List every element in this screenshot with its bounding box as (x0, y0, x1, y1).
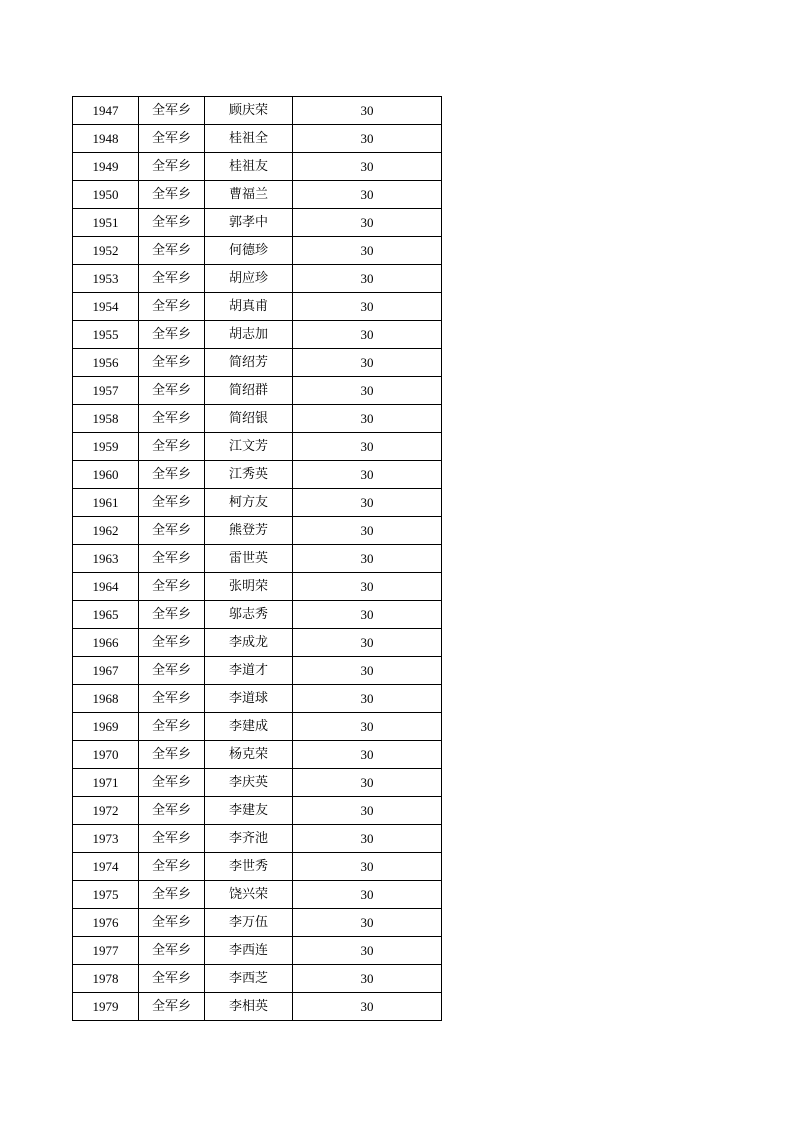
cell-township: 全军乡 (139, 405, 205, 433)
cell-township: 全军乡 (139, 713, 205, 741)
cell-amount: 30 (293, 153, 442, 181)
table-row (73, 741, 442, 769)
table-row (73, 125, 442, 153)
cell-number: 1951 (73, 209, 139, 237)
cell-person-name: 胡真甫 (205, 293, 293, 321)
cell-township: 全军乡 (139, 993, 205, 1021)
cell-number: 1971 (73, 769, 139, 797)
table-row (73, 545, 442, 573)
cell-amount: 30 (293, 237, 442, 265)
cell-amount: 30 (293, 825, 442, 853)
cell-amount: 30 (293, 405, 442, 433)
cell-amount: 30 (293, 601, 442, 629)
cell-person-name: 李建成 (205, 713, 293, 741)
cell-person-name: 李世秀 (205, 853, 293, 881)
cell-number: 1973 (73, 825, 139, 853)
cell-person-name: 桂祖全 (205, 125, 293, 153)
table-row (73, 769, 442, 797)
table-row (73, 629, 442, 657)
cell-person-name: 顾庆荣 (205, 97, 293, 125)
cell-person-name: 胡志加 (205, 321, 293, 349)
cell-number: 1962 (73, 517, 139, 545)
cell-amount: 30 (293, 377, 442, 405)
cell-township: 全军乡 (139, 125, 205, 153)
cell-amount: 30 (293, 573, 442, 601)
cell-number: 1948 (73, 125, 139, 153)
cell-township: 全军乡 (139, 489, 205, 517)
cell-township: 全军乡 (139, 741, 205, 769)
cell-number: 1974 (73, 853, 139, 881)
table-row (73, 349, 442, 377)
cell-amount: 30 (293, 657, 442, 685)
table-row (73, 965, 442, 993)
cell-township: 全军乡 (139, 237, 205, 265)
cell-number: 1956 (73, 349, 139, 377)
cell-number: 1953 (73, 265, 139, 293)
cell-township: 全军乡 (139, 181, 205, 209)
cell-amount: 30 (293, 629, 442, 657)
table-row (73, 797, 442, 825)
table-row (73, 993, 442, 1021)
cell-number: 1967 (73, 657, 139, 685)
table-row (73, 209, 442, 237)
cell-amount: 30 (293, 685, 442, 713)
cell-number: 1960 (73, 461, 139, 489)
roster-sheet (72, 96, 441, 1021)
cell-person-name: 桂祖友 (205, 153, 293, 181)
table-row (73, 573, 442, 601)
cell-person-name: 简绍银 (205, 405, 293, 433)
cell-amount: 30 (293, 125, 442, 153)
cell-township: 全军乡 (139, 573, 205, 601)
table-row (73, 293, 442, 321)
table-row (73, 881, 442, 909)
cell-amount: 30 (293, 741, 442, 769)
cell-person-name: 张明荣 (205, 573, 293, 601)
table-row (73, 433, 442, 461)
cell-number: 1965 (73, 601, 139, 629)
cell-amount: 30 (293, 293, 442, 321)
table-row (73, 321, 442, 349)
table-row (73, 601, 442, 629)
cell-person-name: 简绍群 (205, 377, 293, 405)
cell-township: 全军乡 (139, 797, 205, 825)
cell-number: 1969 (73, 713, 139, 741)
cell-amount: 30 (293, 853, 442, 881)
cell-person-name: 李齐池 (205, 825, 293, 853)
cell-township: 全军乡 (139, 769, 205, 797)
cell-person-name: 李道才 (205, 657, 293, 685)
cell-township: 全军乡 (139, 321, 205, 349)
cell-number: 1954 (73, 293, 139, 321)
table-row (73, 405, 442, 433)
table-row (73, 517, 442, 545)
cell-amount: 30 (293, 713, 442, 741)
table-row (73, 97, 442, 125)
cell-person-name: 雷世英 (205, 545, 293, 573)
cell-person-name: 郭孝中 (205, 209, 293, 237)
table-row (73, 377, 442, 405)
table-row (73, 657, 442, 685)
table-row (73, 853, 442, 881)
cell-number: 1976 (73, 909, 139, 937)
cell-person-name: 李西芝 (205, 965, 293, 993)
cell-township: 全军乡 (139, 517, 205, 545)
table-row (73, 237, 442, 265)
cell-township: 全军乡 (139, 601, 205, 629)
cell-number: 1958 (73, 405, 139, 433)
cell-amount: 30 (293, 965, 442, 993)
cell-township: 全军乡 (139, 209, 205, 237)
cell-township: 全军乡 (139, 293, 205, 321)
cell-township: 全军乡 (139, 265, 205, 293)
cell-number: 1947 (73, 97, 139, 125)
cell-person-name: 简绍芳 (205, 349, 293, 377)
cell-number: 1957 (73, 377, 139, 405)
cell-township: 全军乡 (139, 545, 205, 573)
cell-number: 1955 (73, 321, 139, 349)
cell-number: 1979 (73, 993, 139, 1021)
cell-township: 全军乡 (139, 965, 205, 993)
cell-amount: 30 (293, 433, 442, 461)
cell-township: 全军乡 (139, 881, 205, 909)
cell-number: 1972 (73, 797, 139, 825)
cell-number: 1961 (73, 489, 139, 517)
cell-amount: 30 (293, 937, 442, 965)
cell-person-name: 胡应珍 (205, 265, 293, 293)
cell-person-name: 饶兴荣 (205, 881, 293, 909)
cell-number: 1970 (73, 741, 139, 769)
cell-township: 全军乡 (139, 853, 205, 881)
cell-number: 1966 (73, 629, 139, 657)
cell-person-name: 李相英 (205, 993, 293, 1021)
cell-township: 全军乡 (139, 433, 205, 461)
cell-township: 全军乡 (139, 825, 205, 853)
cell-person-name: 江文芳 (205, 433, 293, 461)
cell-person-name: 杨克荣 (205, 741, 293, 769)
cell-number: 1975 (73, 881, 139, 909)
table-row (73, 181, 442, 209)
cell-person-name: 曹福兰 (205, 181, 293, 209)
table-row (73, 265, 442, 293)
cell-number: 1968 (73, 685, 139, 713)
cell-amount: 30 (293, 881, 442, 909)
cell-person-name: 何德珍 (205, 237, 293, 265)
cell-number: 1959 (73, 433, 139, 461)
cell-number: 1978 (73, 965, 139, 993)
cell-township: 全军乡 (139, 97, 205, 125)
cell-township: 全军乡 (139, 685, 205, 713)
cell-person-name: 李庆英 (205, 769, 293, 797)
cell-township: 全军乡 (139, 377, 205, 405)
table-row (73, 489, 442, 517)
cell-number: 1952 (73, 237, 139, 265)
cell-amount: 30 (293, 349, 442, 377)
cell-township: 全军乡 (139, 461, 205, 489)
cell-number: 1950 (73, 181, 139, 209)
cell-township: 全军乡 (139, 909, 205, 937)
table-row (73, 713, 442, 741)
cell-person-name: 柯方友 (205, 489, 293, 517)
roster-table-body (73, 97, 442, 1021)
table-row (73, 909, 442, 937)
cell-person-name: 李道球 (205, 685, 293, 713)
cell-amount: 30 (293, 489, 442, 517)
cell-amount: 30 (293, 97, 442, 125)
cell-amount: 30 (293, 797, 442, 825)
cell-amount: 30 (293, 993, 442, 1021)
cell-amount: 30 (293, 181, 442, 209)
cell-amount: 30 (293, 517, 442, 545)
cell-amount: 30 (293, 209, 442, 237)
cell-number: 1977 (73, 937, 139, 965)
cell-number: 1949 (73, 153, 139, 181)
cell-amount: 30 (293, 909, 442, 937)
table-row (73, 461, 442, 489)
cell-amount: 30 (293, 545, 442, 573)
table-row (73, 153, 442, 181)
cell-amount: 30 (293, 265, 442, 293)
table-row (73, 685, 442, 713)
cell-township: 全军乡 (139, 657, 205, 685)
cell-township: 全军乡 (139, 629, 205, 657)
cell-person-name: 江秀英 (205, 461, 293, 489)
cell-number: 1963 (73, 545, 139, 573)
cell-township: 全军乡 (139, 153, 205, 181)
cell-person-name: 李西连 (205, 937, 293, 965)
table-row (73, 937, 442, 965)
cell-amount: 30 (293, 461, 442, 489)
cell-amount: 30 (293, 321, 442, 349)
cell-township: 全军乡 (139, 937, 205, 965)
roster-table (72, 96, 442, 1021)
cell-township: 全军乡 (139, 349, 205, 377)
cell-person-name: 李万伍 (205, 909, 293, 937)
cell-person-name: 邬志秀 (205, 601, 293, 629)
cell-person-name: 李建友 (205, 797, 293, 825)
table-row (73, 825, 442, 853)
cell-number: 1964 (73, 573, 139, 601)
cell-person-name: 李成龙 (205, 629, 293, 657)
cell-person-name: 熊登芳 (205, 517, 293, 545)
cell-amount: 30 (293, 769, 442, 797)
